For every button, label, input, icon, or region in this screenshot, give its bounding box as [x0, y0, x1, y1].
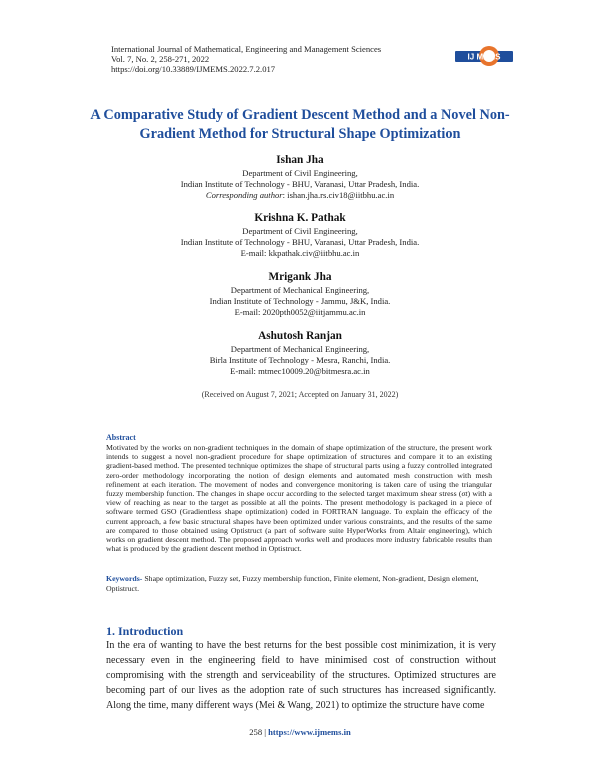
keywords	[106, 574, 492, 593]
author-dept: Department of Mechanical Engineering,	[230, 285, 370, 295]
keywords-label: Keywords-	[106, 574, 143, 583]
corresponding-label: Corresponding author	[205, 190, 283, 200]
journal-logo-text: IJ MEMS	[467, 52, 501, 62]
author-institution: Indian Institute of Technology - Jammu, J&K, India.	[209, 296, 391, 306]
page-number: 258 |	[249, 727, 269, 737]
footer-link[interactable]: https://www.ijmems.in	[268, 727, 351, 737]
author-institution: Indian Institute of Technology - BHU, Varanasi, Uttar Pradesh, India.	[180, 179, 420, 189]
author-email: : ishan.jha.rs.civ18@iitbhu.ac.in	[282, 190, 395, 200]
author-block-1	[60, 153, 540, 201]
author-name: Ashutosh Ranjan	[258, 330, 342, 342]
received-date: (Received on August 7, 2021; Accepted on January 31, 2022)	[201, 390, 399, 399]
title-line-1: A Comparative Study of Gradient Descent Method and a Novel Non-	[90, 107, 510, 123]
paper-title	[90, 106, 510, 144]
abstract-text	[106, 443, 492, 553]
journal-header	[111, 44, 381, 74]
author-email: E-mail: mtmec10009.20@bitmesra.ac.in	[230, 366, 370, 376]
abstract-symbol: σt	[461, 489, 468, 499]
author-contact	[60, 190, 540, 201]
author-block-3	[60, 270, 540, 318]
author-name: Ishan Jha	[276, 154, 324, 166]
keywords-list: Shape optimization, Fuzzy set, Fuzzy membership function, Finite element, Non-gradient, Design element, Optistruct.	[106, 574, 479, 593]
journal-doi: https://doi.org/10.33889/IJMEMS.2022.7.2.017	[111, 64, 276, 74]
abstract-part-1: Motivated by the works on non-gradient techniques in the domain of shape optimization of the structure, the present work intends to suggest a novel non-gradient procedure for shape optimization of structures and compare it to an existing gradient-based method. The presented technique optimizes the shape of structural parts using a fuzzy controlled integrated zero-order methodology incorporating the notion of design elements and automated mesh construction with mesh refinement at each iteration. The movement of nodes and convergence monitoring is taken care of using the triangular fuzzy membership function. The changes in shape occur according to the selected target maximum shear stress (	[106, 443, 492, 499]
introduction-text: In the era of wanting to have the best returns for the best possible cost minimization, it is very necessary even in the engineering field to have minimised cost of construction without compromising with the strength and serviceability of the structures. Optimized structures are becoming part of our lives as the adoption rate of such structures has increased significantly. Along the time, many different ways (Mei & Wang, 2021) to optimize the structure have come	[106, 640, 496, 711]
author-dept: Department of Civil Engineering,	[242, 168, 358, 178]
author-email: E-mail: kkpathak.civ@iitbhu.ac.in	[240, 248, 360, 258]
page-footer	[0, 727, 600, 737]
title-line-2: Gradient Method for Structural Shape Optimization	[139, 126, 461, 142]
journal-volume: Vol. 7, No. 2, 258-271, 2022	[111, 54, 210, 64]
author-dept: Department of Civil Engineering,	[242, 226, 358, 236]
author-institution: Indian Institute of Technology - BHU, Varanasi, Uttar Pradesh, India.	[180, 237, 420, 247]
section-heading-introduction: 1. Introduction	[106, 624, 184, 638]
journal-name: International Journal of Mathematical, Engineering and Management Sciences	[111, 44, 382, 54]
author-dept: Department of Mechanical Engineering,	[230, 344, 370, 354]
author-block-4	[60, 329, 540, 377]
author-name: Mrigank Jha	[268, 271, 332, 283]
abstract-heading: Abstract	[106, 433, 136, 442]
author-name: Krishna K. Pathak	[254, 212, 346, 224]
journal-logo	[455, 42, 513, 70]
author-block-2	[60, 211, 540, 259]
author-email: E-mail: 2020pth0052@iitjammu.ac.in	[234, 307, 366, 317]
abstract-part-2: ) with a view of reaching as near to the target as possible at all the points. The present methodology is packaged in a piece of software termed GSO (Gradientless shape optimization) coded in FORTRAN language. To explain the efficacy of the current approach, a few basic structural shapes have been optimized under various constraints, and the results of the same are compared to those obtained using Optistruct (a part of software suite HyperWorks from Altair engineering), which works on gradient descent method. The proposed approach works well and produces more industry fabricable results than what is produced by the gradient descent method in Optistruct.	[106, 489, 492, 554]
author-institution: Birla Institute of Technology - Mesra, Ranchi, India.	[209, 355, 391, 365]
